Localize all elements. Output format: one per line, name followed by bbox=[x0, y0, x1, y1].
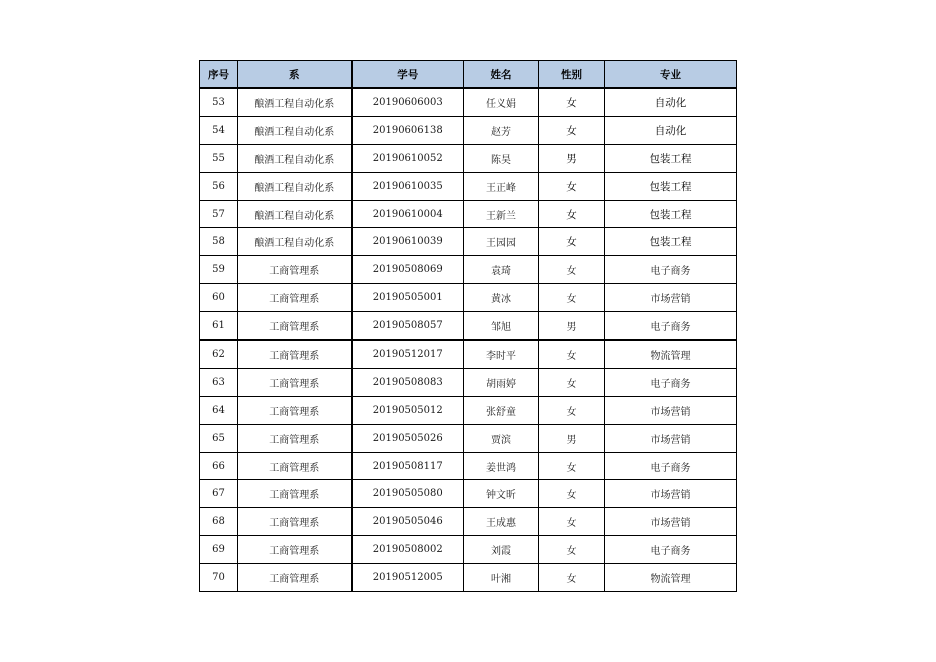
cell-gender: 女 bbox=[539, 88, 605, 116]
cell-seq: 69 bbox=[200, 536, 238, 564]
cell-gender: 女 bbox=[539, 116, 605, 144]
cell-major: 包装工程 bbox=[605, 144, 737, 172]
cell-gender: 女 bbox=[539, 536, 605, 564]
table-row bbox=[200, 396, 737, 424]
cell-name: 贾滨 bbox=[464, 424, 539, 452]
cell-name: 叶湘 bbox=[464, 564, 539, 592]
cell-dept: 工商管理系 bbox=[238, 340, 352, 368]
cell-gender: 女 bbox=[539, 228, 605, 256]
cell-student-id: 20190505080 bbox=[352, 480, 464, 508]
cell-gender: 男 bbox=[539, 312, 605, 340]
header-cell-major: 专业 bbox=[605, 61, 737, 89]
cell-seq: 70 bbox=[200, 564, 238, 592]
cell-dept: 酿酒工程自动化系 bbox=[238, 172, 352, 200]
cell-gender: 女 bbox=[539, 452, 605, 480]
cell-gender: 女 bbox=[539, 200, 605, 228]
cell-major: 包装工程 bbox=[605, 172, 737, 200]
cell-dept: 工商管理系 bbox=[238, 452, 352, 480]
cell-gender: 女 bbox=[539, 508, 605, 536]
table-row bbox=[200, 340, 737, 368]
cell-major: 包装工程 bbox=[605, 228, 737, 256]
cell-major: 包装工程 bbox=[605, 200, 737, 228]
cell-seq: 61 bbox=[200, 312, 238, 340]
cell-student-id: 20190512017 bbox=[352, 340, 464, 368]
cell-student-id: 20190606003 bbox=[352, 88, 464, 116]
cell-student-id: 20190606138 bbox=[352, 116, 464, 144]
cell-name: 张舒童 bbox=[464, 396, 539, 424]
cell-name: 胡雨婷 bbox=[464, 368, 539, 396]
cell-dept: 酿酒工程自动化系 bbox=[238, 144, 352, 172]
cell-seq: 62 bbox=[200, 340, 238, 368]
cell-dept: 工商管理系 bbox=[238, 480, 352, 508]
cell-student-id: 20190505012 bbox=[352, 396, 464, 424]
table-row bbox=[200, 536, 737, 564]
table-row bbox=[200, 564, 737, 592]
cell-student-id: 20190610035 bbox=[352, 172, 464, 200]
cell-gender: 女 bbox=[539, 340, 605, 368]
table-row bbox=[200, 284, 737, 312]
cell-name: 王正峰 bbox=[464, 172, 539, 200]
cell-major: 物流管理 bbox=[605, 340, 737, 368]
table-row bbox=[200, 116, 737, 144]
cell-name: 王园园 bbox=[464, 228, 539, 256]
cell-name: 王新兰 bbox=[464, 200, 539, 228]
cell-name: 钟文昕 bbox=[464, 480, 539, 508]
cell-seq: 60 bbox=[200, 284, 238, 312]
cell-gender: 女 bbox=[539, 480, 605, 508]
cell-dept: 工商管理系 bbox=[238, 396, 352, 424]
cell-student-id: 20190505026 bbox=[352, 424, 464, 452]
cell-seq: 55 bbox=[200, 144, 238, 172]
table-row bbox=[200, 508, 737, 536]
cell-seq: 53 bbox=[200, 88, 238, 116]
cell-name: 袁琦 bbox=[464, 256, 539, 284]
cell-seq: 58 bbox=[200, 228, 238, 256]
cell-student-id: 20190505046 bbox=[352, 508, 464, 536]
cell-name: 黄冰 bbox=[464, 284, 539, 312]
cell-dept: 酿酒工程自动化系 bbox=[238, 200, 352, 228]
cell-gender: 女 bbox=[539, 564, 605, 592]
table-row bbox=[200, 228, 737, 256]
cell-gender: 女 bbox=[539, 172, 605, 200]
cell-gender: 女 bbox=[539, 396, 605, 424]
cell-name: 赵芳 bbox=[464, 116, 539, 144]
cell-name: 陈昊 bbox=[464, 144, 539, 172]
cell-major: 自动化 bbox=[605, 88, 737, 116]
cell-seq: 54 bbox=[200, 116, 238, 144]
cell-seq: 59 bbox=[200, 256, 238, 284]
cell-student-id: 20190508069 bbox=[352, 256, 464, 284]
table-row bbox=[200, 256, 737, 284]
cell-seq: 63 bbox=[200, 368, 238, 396]
cell-dept: 工商管理系 bbox=[238, 368, 352, 396]
cell-student-id: 20190508002 bbox=[352, 536, 464, 564]
cell-name: 邹旭 bbox=[464, 312, 539, 340]
cell-major: 市场营销 bbox=[605, 284, 737, 312]
cell-dept: 工商管理系 bbox=[238, 312, 352, 340]
cell-major: 电子商务 bbox=[605, 452, 737, 480]
cell-student-id: 20190610052 bbox=[352, 144, 464, 172]
cell-name: 王成惠 bbox=[464, 508, 539, 536]
cell-major: 市场营销 bbox=[605, 480, 737, 508]
cell-seq: 68 bbox=[200, 508, 238, 536]
cell-student-id: 20190508083 bbox=[352, 368, 464, 396]
table-body bbox=[200, 88, 737, 592]
table-row bbox=[200, 424, 737, 452]
cell-gender: 女 bbox=[539, 256, 605, 284]
cell-major: 电子商务 bbox=[605, 536, 737, 564]
cell-student-id: 20190508117 bbox=[352, 452, 464, 480]
table-row bbox=[200, 312, 737, 340]
header-row bbox=[200, 61, 737, 89]
cell-major: 电子商务 bbox=[605, 312, 737, 340]
cell-dept: 酿酒工程自动化系 bbox=[238, 228, 352, 256]
cell-student-id: 20190512005 bbox=[352, 564, 464, 592]
cell-dept: 工商管理系 bbox=[238, 508, 352, 536]
cell-gender: 女 bbox=[539, 284, 605, 312]
cell-student-id: 20190610039 bbox=[352, 228, 464, 256]
cell-student-id: 20190505001 bbox=[352, 284, 464, 312]
student-table bbox=[199, 60, 737, 592]
cell-student-id: 20190508057 bbox=[352, 312, 464, 340]
cell-seq: 66 bbox=[200, 452, 238, 480]
cell-dept: 酿酒工程自动化系 bbox=[238, 116, 352, 144]
cell-dept: 工商管理系 bbox=[238, 284, 352, 312]
table-row bbox=[200, 368, 737, 396]
cell-major: 电子商务 bbox=[605, 368, 737, 396]
cell-major: 市场营销 bbox=[605, 508, 737, 536]
cell-gender: 男 bbox=[539, 144, 605, 172]
header-cell-gender: 性别 bbox=[539, 61, 605, 89]
header-cell-name: 姓名 bbox=[464, 61, 539, 89]
cell-seq: 65 bbox=[200, 424, 238, 452]
cell-major: 市场营销 bbox=[605, 424, 737, 452]
cell-dept: 工商管理系 bbox=[238, 256, 352, 284]
cell-dept: 酿酒工程自动化系 bbox=[238, 88, 352, 116]
cell-dept: 工商管理系 bbox=[238, 424, 352, 452]
header-cell-seq: 序号 bbox=[200, 61, 238, 89]
table-row bbox=[200, 144, 737, 172]
cell-name: 姜世鸿 bbox=[464, 452, 539, 480]
cell-name: 任义娟 bbox=[464, 88, 539, 116]
cell-dept: 工商管理系 bbox=[238, 536, 352, 564]
cell-seq: 56 bbox=[200, 172, 238, 200]
table-row bbox=[200, 480, 737, 508]
cell-seq: 57 bbox=[200, 200, 238, 228]
cell-seq: 67 bbox=[200, 480, 238, 508]
header-cell-dept: 系 bbox=[238, 61, 352, 89]
cell-dept: 工商管理系 bbox=[238, 564, 352, 592]
cell-name: 李时平 bbox=[464, 340, 539, 368]
table-row bbox=[200, 172, 737, 200]
cell-major: 市场营销 bbox=[605, 396, 737, 424]
cell-major: 电子商务 bbox=[605, 256, 737, 284]
cell-major: 物流管理 bbox=[605, 564, 737, 592]
cell-gender: 男 bbox=[539, 424, 605, 452]
header-cell-student-id: 学号 bbox=[352, 61, 464, 89]
cell-student-id: 20190610004 bbox=[352, 200, 464, 228]
cell-gender: 女 bbox=[539, 368, 605, 396]
table-row bbox=[200, 452, 737, 480]
table-row bbox=[200, 88, 737, 116]
table-row bbox=[200, 200, 737, 228]
cell-name: 刘霞 bbox=[464, 536, 539, 564]
cell-seq: 64 bbox=[200, 396, 238, 424]
cell-major: 自动化 bbox=[605, 116, 737, 144]
